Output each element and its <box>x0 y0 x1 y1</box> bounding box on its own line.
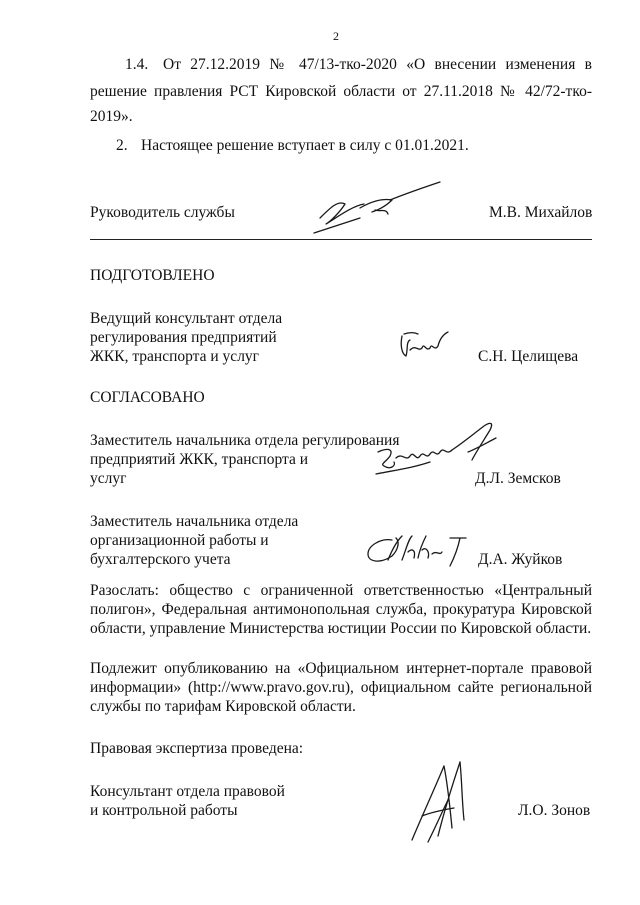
agreed-signer-1-position-line-1: Заместитель начальника отдела регулирования <box>90 432 400 449</box>
clause-2-number: 2. <box>116 137 128 154</box>
agreed-heading: СОГЛАСОВАНО <box>90 389 205 406</box>
prepared-position-line-3: ЖКК, транспорта и услуг <box>90 348 260 365</box>
legal-review-text: Правовая экспертиза проведена: <box>90 740 304 757</box>
agreed-signer-2-signature-image <box>362 530 472 570</box>
legal-review-signature-image <box>408 756 478 846</box>
agreed-signer-2-position-line-2: организационной работы и <box>90 532 269 549</box>
agreed-signer-2-position-line-3: бухгалтерского учета <box>90 551 231 568</box>
legal-review-name: Л.О. Зонов <box>518 802 591 819</box>
clause-2-text: Настоящее решение вступает в силу с 01.01.2021. <box>141 137 469 154</box>
agreed-signer-1-name: Д.Л. Земсков <box>475 470 561 487</box>
agreed-signer-1-position-line-3: услуг <box>90 470 127 487</box>
distribution-text: Разослать: общество с ограниченной ответственностью «Центральный полигон», Федеральная антимонопольная служба, прокуратура Кировской области, управление Министерства юстиции России по Кировской области. <box>90 582 592 637</box>
agreed-signer-1-position-line-2: предприятий ЖКК, транспорта и <box>90 451 308 468</box>
clause-1-4-line1: От 27.12.2019 № 47/13-тко-2020 «О внесении изменения в <box>163 56 592 73</box>
prepared-name: С.Н. Целищева <box>478 348 579 365</box>
legal-review-position-line-1: Консультант отдела правовой <box>90 783 285 800</box>
clause-1-4-line2: решение правления РСТ Кировской области от 27.11.2018 № 42/72-тко- <box>90 83 592 100</box>
prepared-heading: ПОДГОТОВЛЕНО <box>90 267 215 284</box>
agreed-signer-2-position-line-1: Заместитель начальника отдела <box>90 513 299 530</box>
prepared-position-line-1: Ведущий консультант отдела <box>90 310 283 327</box>
head-name: М.В. Михайлов <box>489 204 593 221</box>
legal-review-position-line-2: и контрольной работы <box>90 802 238 819</box>
prepared-signature-image <box>396 328 456 363</box>
head-signature-image <box>300 178 450 238</box>
clause-1-4-number: 1.4. <box>125 56 149 73</box>
head-position: Руководитель службы <box>90 204 235 221</box>
publication-text: Подлежит опубликованию на «Официальном интернет-портале правовой информации» (http://www.pravo.gov.ru), официальном сайте региональной службы по тарифам Кировской области. <box>90 660 592 715</box>
page-number: 2 <box>333 29 339 43</box>
clause-1-4-line3: 2019». <box>90 108 133 125</box>
prepared-position-line-2: регулирования предприятий <box>90 329 277 346</box>
signature-divider-line <box>90 239 592 240</box>
agreed-signer-2-name: Д.А. Жуйков <box>478 551 563 568</box>
